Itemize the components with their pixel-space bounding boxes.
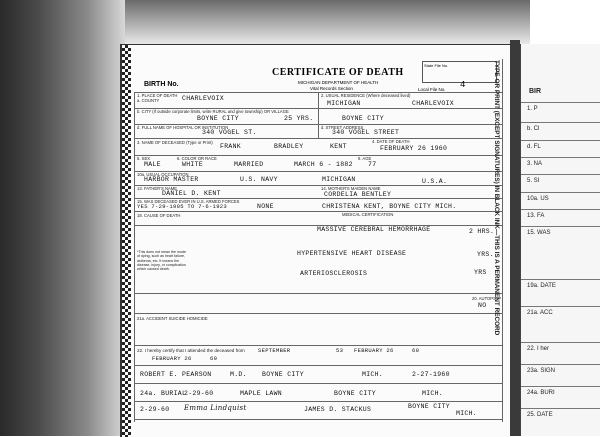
color-value: WHITE	[182, 161, 204, 168]
perforation-border	[122, 45, 131, 437]
burial-date: 2-29-60	[184, 390, 214, 397]
edge-line	[521, 209, 600, 210]
row-divider	[134, 211, 502, 212]
local-file-label: Local File No.	[418, 87, 446, 92]
name-label: 3. NAME OF DECEASED (Type or Print)	[137, 140, 213, 145]
funeral-state: MICH.	[456, 410, 478, 417]
city-label: b. CITY (If outside corporate limits, write RURAL and give township) OR VILLAGE	[137, 109, 289, 114]
edge-text: 22. I her	[527, 346, 550, 352]
edge-text: 1. P	[527, 106, 538, 112]
row-divider	[134, 401, 502, 402]
edge-line	[521, 226, 600, 227]
color-label: 6. COLOR OR RACE	[177, 156, 217, 161]
edge-text: 15. WAS	[527, 230, 551, 236]
edge-text: 10a. US	[527, 196, 549, 202]
row-divider	[134, 383, 502, 384]
edge-text: 3. NA	[527, 161, 543, 167]
occupation-value: HARBOR MASTER	[144, 176, 199, 183]
father-label: 13. FATHER'S NAME	[137, 186, 178, 191]
sex-value: MALE	[144, 161, 161, 168]
business-value: U.S. NAVY	[240, 176, 278, 183]
edge-line	[521, 364, 600, 365]
first-name-value: FRANK	[220, 143, 242, 150]
edge-text: 24a. BURI	[527, 390, 555, 396]
row-divider	[134, 171, 502, 172]
city-value: BOYNE CITY	[197, 115, 240, 122]
funeral-director: JAMES D. STACKUS	[304, 406, 372, 413]
row-divider	[134, 419, 502, 420]
edge-text: d. FL	[527, 144, 541, 150]
autopsy-label: 20. AUTOPSY?	[472, 296, 502, 301]
margin-note: *This does not mean the mode of dying, such as heart failure, asthenia, etc. It means the disease, injury, or complication which caused death.	[137, 250, 186, 272]
birthplace-value: MICHIGAN	[322, 176, 356, 183]
hospital-value: 340 VOGEL ST.	[202, 129, 257, 136]
filed-date: 2-29-60	[140, 406, 170, 413]
sex-label: 5. SEX	[137, 156, 151, 161]
last-seen: FEBRUARY 26	[152, 355, 192, 362]
physician-degree: M.D.	[230, 371, 247, 378]
occupation-label: 10a. USUAL OCCUPATION	[137, 172, 189, 177]
edge-text: 25. DATE	[527, 412, 553, 418]
column-divider	[502, 59, 503, 422]
armed-forces-label: 15. WAS DECEASED EVER IN U.S. ARMED FORCES	[137, 199, 240, 204]
burial-state: MICH.	[422, 390, 444, 397]
edge-line	[521, 342, 600, 343]
row-divider	[134, 313, 502, 314]
marital-value: MARRIED	[234, 161, 264, 168]
edge-text: 19a. DATE	[527, 283, 556, 289]
column-divider	[318, 92, 319, 139]
father-value: DANIEL D. KENT	[162, 190, 221, 197]
cause-b-interval: YRS.	[477, 251, 494, 258]
binding-strip	[510, 40, 520, 436]
hospital-label: d. FULL NAME OF HOSPITAL OR INSTITUTION	[137, 125, 229, 130]
age-value: 77	[368, 161, 377, 168]
date-signed: 2-27-1960	[412, 371, 450, 378]
certificate-title: CERTIFICATE OF DEATH	[272, 67, 404, 78]
age-label: 9. AGE	[358, 156, 372, 161]
citizen-value: U.S.A.	[422, 178, 448, 185]
cemetery-name: MAPLE LAWN	[240, 390, 283, 397]
column-divider	[134, 92, 135, 422]
last-seen-year: 60	[210, 355, 218, 362]
attended-from: SEPTEMBER	[258, 347, 291, 354]
middle-name-value: BRADLEY	[274, 143, 304, 150]
edge-line	[521, 157, 600, 158]
row-divider	[134, 345, 502, 346]
attended-to: FEBRUARY 26	[354, 347, 394, 354]
usual-residence-label: 2. USUAL RESIDENCE (Where deceased lived)	[321, 93, 411, 98]
residence-county-value: CHARLEVOIX	[412, 100, 455, 107]
row-divider	[134, 293, 502, 294]
section-name: Vital Records Section	[310, 86, 353, 91]
mother-value: CORDELIA BENTLEY	[324, 191, 392, 198]
burial-city: BOYNE CITY	[334, 390, 377, 397]
medical-cert-label: MEDICAL CERTIFICATION	[342, 212, 394, 217]
edge-text: b. Cl	[527, 126, 540, 132]
attended-from-year: 53	[336, 347, 344, 354]
injury-label: 21a. ACCIDENT SUICIDE HOMICIDE	[137, 316, 208, 321]
county-label: a. COUNTY	[137, 98, 160, 103]
cause-b-value: HYPERTENSIVE HEART DISEASE	[297, 250, 407, 257]
edge-line	[521, 279, 600, 280]
cause-a-value: MASSIVE CEREBRAL HEMORRHAGE	[317, 226, 431, 233]
attended-to-year: 60	[412, 347, 420, 354]
autopsy-value: NO	[478, 302, 487, 309]
scan-corner	[530, 0, 600, 48]
cause-label: 18. CAUSE OF DEATH	[137, 213, 181, 218]
county-value: CHARLEVOIX	[182, 95, 225, 102]
residence-state-value: MICHIGAN	[327, 100, 361, 107]
funeral-city: BOYNE CITY	[408, 403, 451, 410]
department-name: MICHIGAN DEPARTMENT OF HEALTH	[298, 80, 379, 85]
edge-text: 23a. SIGN	[527, 368, 556, 374]
edge-line	[521, 122, 600, 123]
physician-state: MICH.	[362, 371, 384, 378]
edge-text: 21a. ACC	[527, 310, 553, 316]
physician-signature: ROBERT E. PEARSON	[140, 371, 212, 378]
residence-city-value: BOYNE CITY	[342, 115, 385, 122]
scan-shadow-left	[0, 0, 125, 436]
cause-c-interval: YRS	[474, 269, 487, 276]
cause-a-interval: 2 HRS.	[469, 228, 495, 235]
edge-line	[521, 408, 600, 409]
edge-line	[521, 306, 600, 307]
burial-label: 24a. BURIAL	[140, 390, 187, 397]
permanent-record-notice: TYPE OR PRINT (EXCEPT SIGNATURES) IN BLACK INK—THIS IS A PERMANENT RECORD	[493, 60, 500, 336]
date-of-death-value: FEBRUARY 26 1960	[380, 145, 448, 152]
mother-label: 14. MOTHER'S MAIDEN NAME	[321, 186, 381, 191]
edge-line	[521, 386, 600, 387]
length-of-stay-value: 25 YRS.	[284, 115, 314, 122]
edge-line	[521, 102, 600, 103]
birth-date-value: MARCH 6 - 1882	[294, 161, 353, 168]
physician-city: BOYNE CITY	[262, 371, 305, 378]
local-file-value: 4	[460, 80, 466, 90]
cause-c-value: ARTERIOSCLEROSIS	[300, 270, 368, 277]
state-file-label: State File No.	[424, 63, 449, 68]
edge-text: BIR	[529, 88, 542, 95]
informant-value: CHRISTENA KENT, BOYNE CITY MICH.	[322, 203, 457, 210]
death-certificate	[120, 44, 514, 437]
edge-line	[521, 192, 600, 193]
row-divider	[134, 365, 502, 366]
last-name-value: KENT	[330, 143, 347, 150]
ssn-value: NONE	[257, 203, 274, 210]
registrar-signature: Emma Lindquist	[184, 404, 247, 412]
edge-line	[521, 140, 600, 141]
street-value: 340 VOGEL STREET	[332, 129, 400, 136]
date-of-death-label: 4. DATE OF DEATH	[372, 139, 410, 144]
certify-text: 22. I hereby certify that I attended the deceased from	[137, 348, 245, 353]
armed-forces-value: YES 7-29-1905 TO 7-6-1923	[137, 203, 228, 210]
birth-no-label: BIRTH No.	[144, 81, 179, 88]
next-certificate-edge	[520, 44, 600, 436]
edge-text: 5. SI	[527, 178, 540, 184]
street-label: d. STREET ADDRESS	[321, 125, 364, 130]
place-of-death-label: 1. PLACE OF DEATH	[137, 93, 178, 98]
edge-line	[521, 174, 600, 175]
edge-text: 13. FA	[527, 213, 545, 219]
